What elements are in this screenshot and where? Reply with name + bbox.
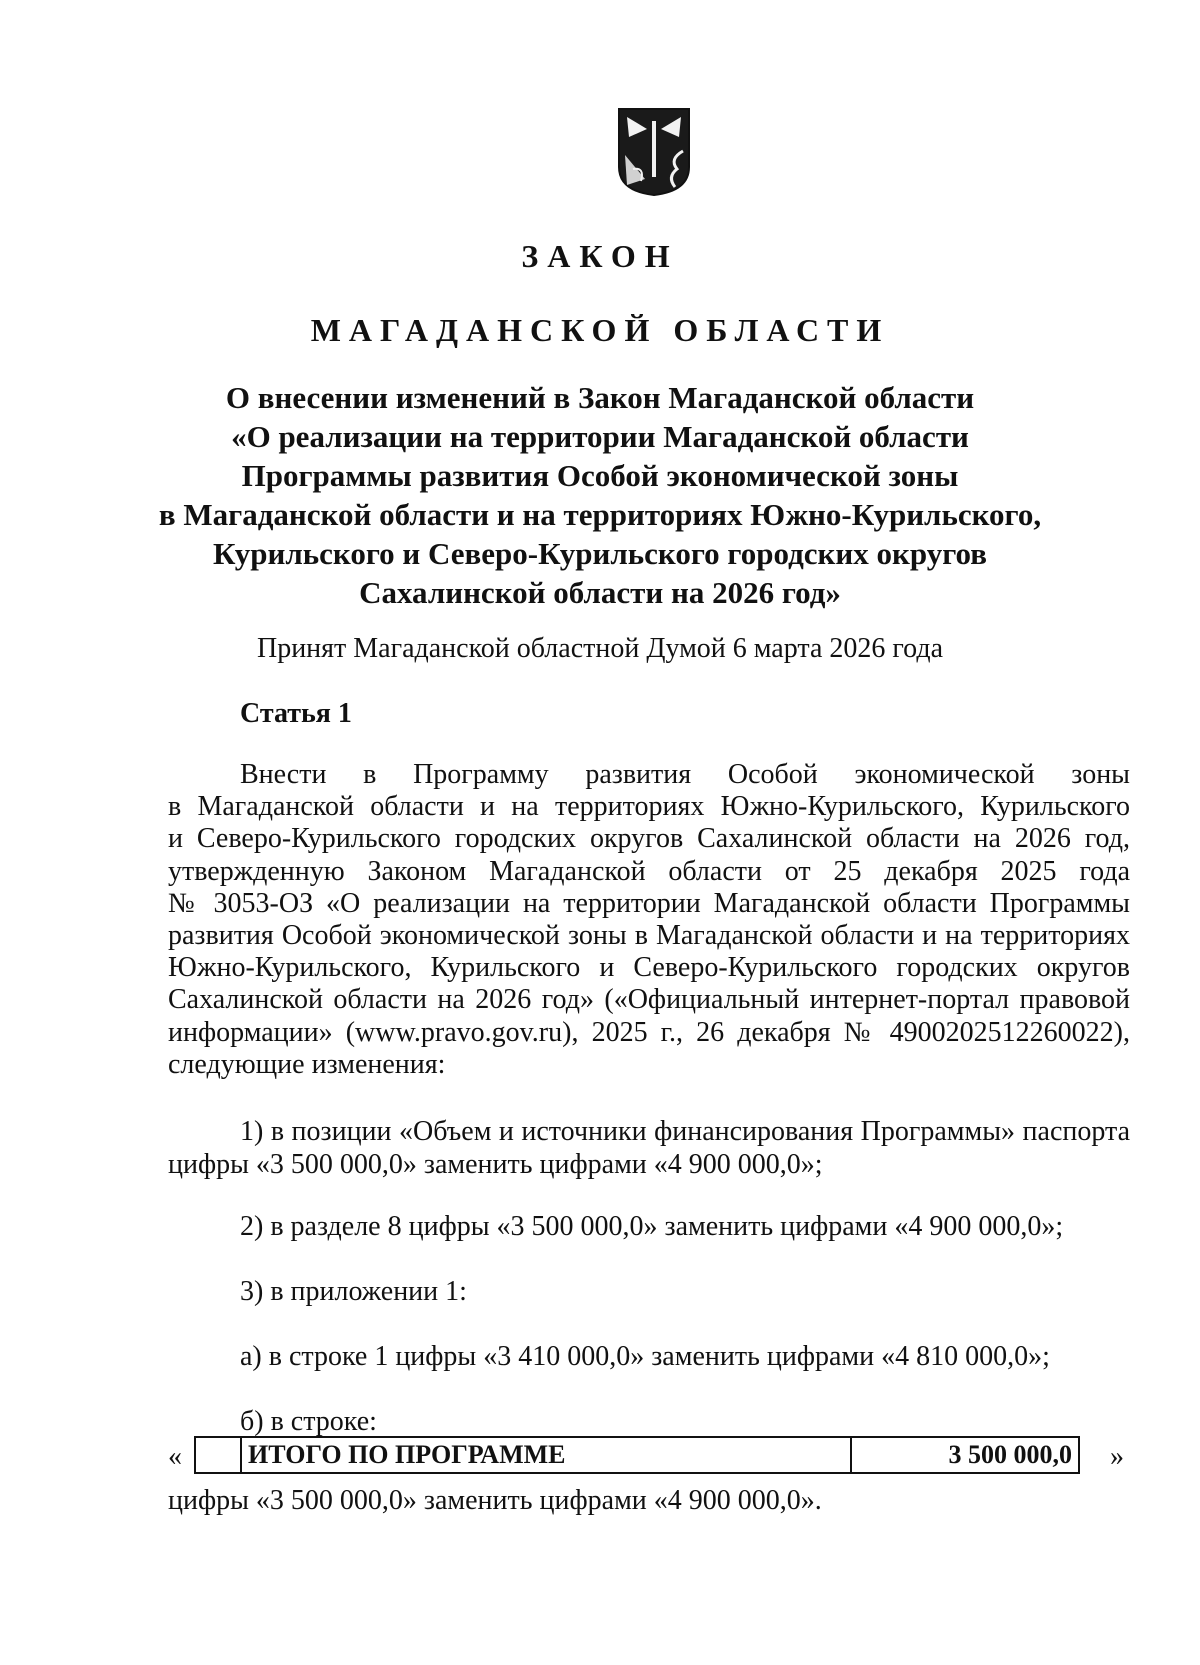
article-heading: Статья 1 xyxy=(240,698,352,729)
table-cell-label: ИТОГО ПО ПРОГРАММЕ xyxy=(241,1437,851,1473)
subject-line: Курильского и Северо-Курильского городских округов xyxy=(213,536,987,571)
item-3: 3) в приложении 1: xyxy=(240,1276,467,1307)
paragraph-line: Сахалинской области на 2026 год» («Официальный интернет-портал правовой xyxy=(168,984,1130,1016)
item-3b-replacement: цифры «3 500 000,0» заменить цифрами «4 900 000,0». xyxy=(168,1485,822,1516)
item-1-line-2: цифры «3 500 000,0» заменить цифрами «4 900 000,0»; xyxy=(168,1149,823,1180)
paragraph-line: утвержденную Законом Магаданской области от 25 декабря 2025 года xyxy=(168,855,1130,887)
table-row xyxy=(195,1437,1079,1473)
item-3b: б) в строке: xyxy=(240,1406,377,1437)
total-row-quote xyxy=(168,1432,1148,1478)
table-cell-empty xyxy=(195,1437,241,1473)
subject-line: Сахалинской области на 2026 год» xyxy=(359,575,841,610)
subject-line: «О реализации на территории Магаданской области xyxy=(231,419,969,454)
item-2: 2) в разделе 8 цифры «3 500 000,0» заменить цифрами «4 900 000,0»; xyxy=(240,1211,1064,1242)
subject-line: О внесении изменений в Закон Магаданской области xyxy=(225,380,975,415)
item-3a: а) в строке 1 цифры «3 410 000,0» заменить цифрами «4 810 000,0»; xyxy=(240,1341,1050,1372)
law-title: ЗАКОН xyxy=(521,238,679,274)
subject-line: в Магаданской области и на территориях Южно-Курильского, xyxy=(158,497,1042,532)
item-1-line-1: 1) в позиции «Объем и источники финансирования Программы» паспорта xyxy=(240,1116,1130,1147)
region-title: МАГАДАНСКОЙ ОБЛАСТИ xyxy=(310,312,890,348)
quote-open: « xyxy=(168,1441,182,1472)
total-row-table xyxy=(194,1436,1080,1474)
law-subject xyxy=(150,378,1050,612)
paragraph-line: Южно-Курильского, Курильского и Северо-Курильского городских округов xyxy=(168,952,1130,984)
subject-line: Программы развития Особой экономической зоны xyxy=(241,458,959,493)
paragraph-line: информации» (www.pravo.gov.ru), 2025 г., 26 декабря № 4900202512260022), xyxy=(168,1016,1130,1048)
paragraph-line: в Магаданской области и на территориях Южно-Курильского, Курильского xyxy=(168,791,1130,823)
coat-of-arms-icon xyxy=(617,107,691,197)
paragraph-line: Внести в Программу развития Особой экономической зоны xyxy=(240,759,1130,790)
paragraph-line: и Северо-Курильского городских округов Сахалинской области на 2026 год, xyxy=(168,823,1130,855)
paragraph-line: развития Особой экономической зоны в Магаданской области и на территориях xyxy=(168,920,1130,952)
quote-close: » xyxy=(1110,1441,1124,1472)
article-intro-paragraph xyxy=(168,759,1130,1081)
paragraph-line: № 3053-ОЗ «О реализации на территории Магаданской области Программы xyxy=(168,887,1130,919)
adoption-note: Принят Магаданской областной Думой 6 марта 2026 года xyxy=(256,633,944,664)
table-cell-value: 3 500 000,0 xyxy=(851,1437,1079,1473)
paragraph-line: следующие изменения: xyxy=(168,1048,446,1080)
